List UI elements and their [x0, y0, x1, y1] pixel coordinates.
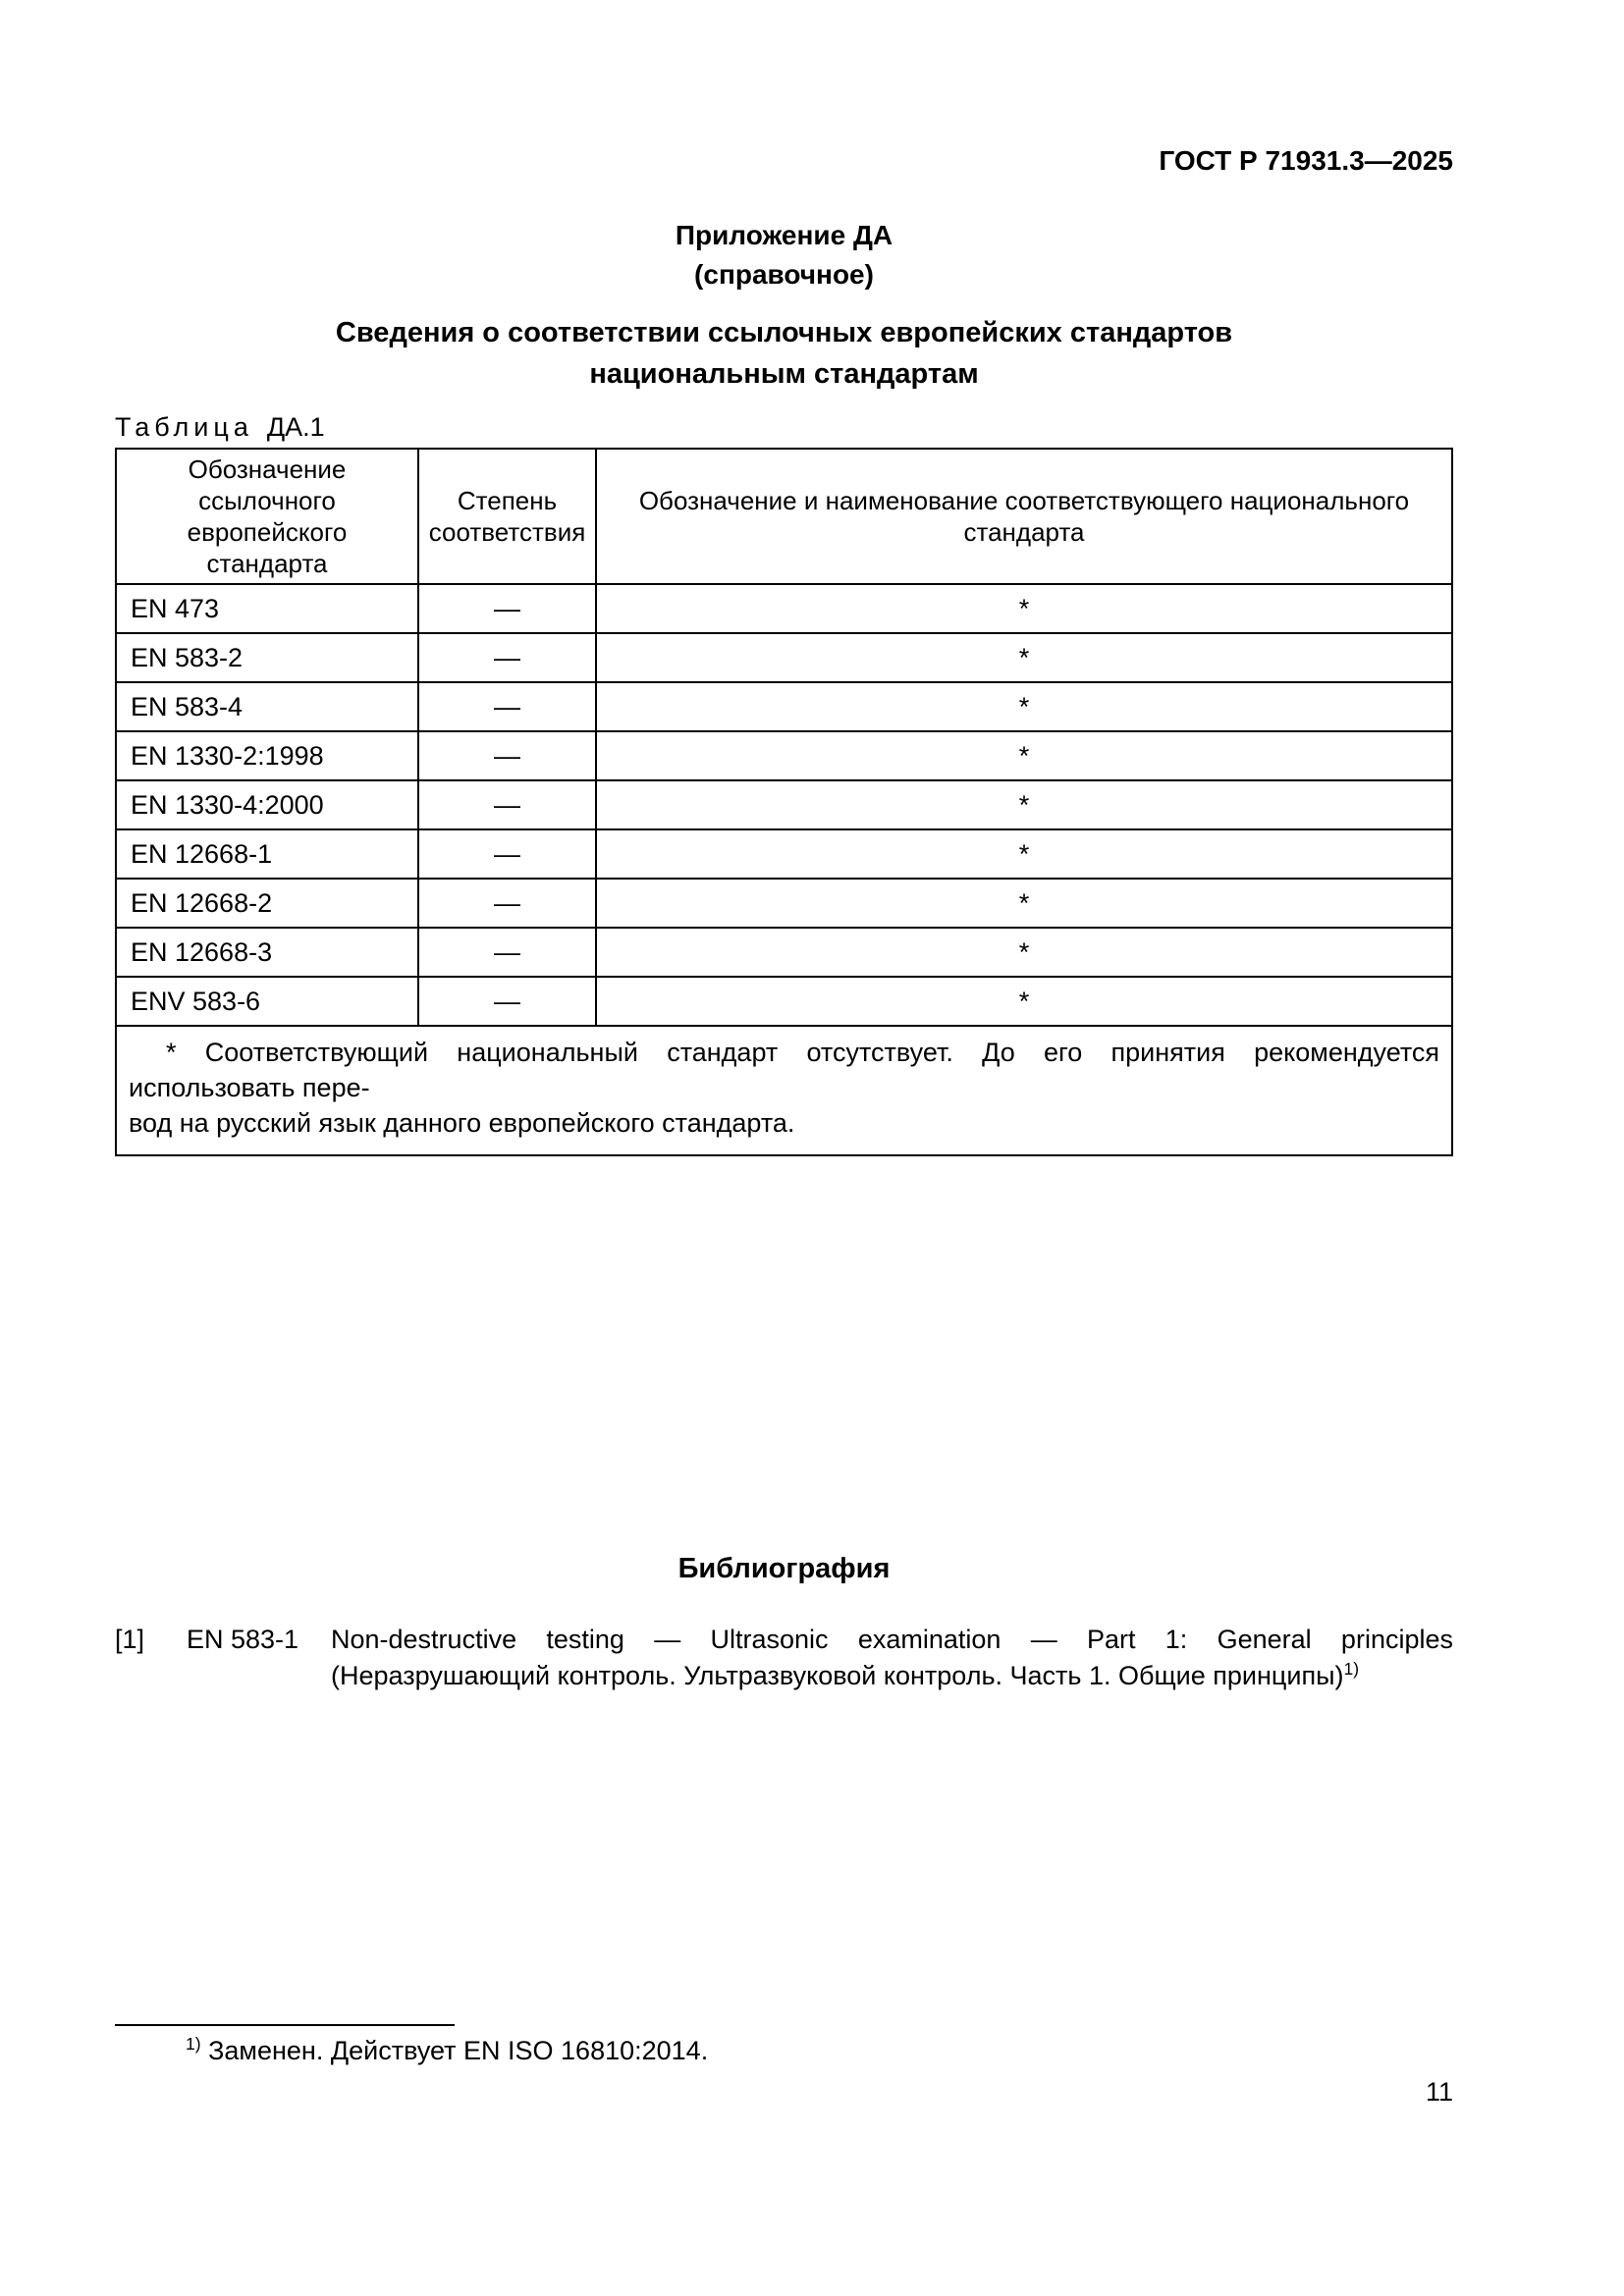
cell-national: * — [596, 829, 1452, 879]
table-row — [116, 633, 1452, 682]
cell-degree: — — [418, 879, 596, 928]
ref-standards-table — [115, 448, 1453, 1156]
footnote-text: Заменен. Действует EN ISO 16810:2014. — [200, 2036, 709, 2065]
table-caption-number: ДА.1 — [266, 412, 325, 442]
header-cell-national: Обозначение и наименование соответствующего национального стандарта — [596, 449, 1452, 584]
cell-degree: — — [418, 633, 596, 682]
table-footnote-row — [116, 1026, 1452, 1155]
table-footnote — [116, 1026, 1452, 1155]
cell-national: * — [596, 879, 1452, 928]
table-row — [116, 584, 1452, 633]
cell-national: * — [596, 584, 1452, 633]
bibliography-entry-text: Non-destructive testing — Ultrasonic examination — Part 1: General principles (Неразрушающий контроль. Ультразвуковой контроль. Часть 1. Общие принципы)$^{1)}$ — [331, 1625, 1453, 1690]
bibliography-entry-ref: [1] — [115, 1625, 145, 1654]
cell-national: * — [596, 682, 1452, 731]
appendix-title-line1: Сведения о соответствии ссылочных европейских стандартов — [335, 317, 1233, 348]
footnote-marker: 1) — [186, 2034, 201, 2054]
cell-national: * — [596, 633, 1452, 682]
cell-degree: — — [418, 584, 596, 633]
cell-standard: EN 473 — [116, 584, 418, 633]
appendix-heading — [115, 216, 1453, 294]
table-header-row — [116, 449, 1452, 584]
cell-national: * — [596, 977, 1452, 1026]
cell-standard: EN 1330-2:1998 — [116, 731, 418, 780]
appendix-title-line2: национальным стандартам — [589, 358, 979, 390]
cell-degree: — — [418, 928, 596, 977]
bibliography-entry-code: EN 583-1 — [187, 1625, 299, 1654]
document-header: ГОСТ Р 71931.3—2025 — [1159, 145, 1453, 176]
table-row — [116, 829, 1452, 879]
appendix-kind: (справочное) — [694, 259, 874, 290]
cell-standard: EN 12668-3 — [116, 928, 418, 977]
bibliography-entry — [115, 1622, 1453, 1694]
bibliography-title: Библиография — [677, 1553, 891, 1584]
appendix-label: Приложение ДА — [675, 220, 893, 250]
cell-national: * — [596, 780, 1452, 829]
table-row — [116, 731, 1452, 780]
table-footnote-line2: вод на русский язык данного европейского стандарта. — [129, 1108, 795, 1138]
table-footnote-line1: * Соответствующий национальный стандарт отсутствует. До его принятия рекомендуется использовать пере- — [129, 1038, 1439, 1102]
cell-standard: EN 12668-1 — [116, 829, 418, 879]
table-row — [116, 682, 1452, 731]
cell-degree: — — [418, 977, 596, 1026]
cell-degree: — — [418, 829, 596, 879]
cell-national: * — [596, 731, 1452, 780]
appendix-title — [115, 312, 1453, 395]
header-cell-degree: Степень соответствия — [418, 449, 596, 584]
cell-degree: — — [418, 682, 596, 731]
cell-national: * — [596, 928, 1452, 977]
cell-degree: — — [418, 780, 596, 829]
table-caption-word: Таблица — [115, 412, 253, 442]
table-caption — [115, 412, 1453, 443]
cell-standard: EN 12668-2 — [116, 879, 418, 928]
bibliography-footnote-ref: 1) — [1343, 1659, 1360, 1679]
cell-standard: EN 1330-4:2000 — [116, 780, 418, 829]
footnote-rule — [115, 2024, 455, 2026]
page-footnote — [115, 2036, 1453, 2066]
cell-standard: ENV 583-6 — [116, 977, 418, 1026]
cell-standard: EN 583-2 — [116, 633, 418, 682]
table-row — [116, 879, 1452, 928]
cell-standard: EN 583-4 — [116, 682, 418, 731]
table-row — [116, 977, 1452, 1026]
cell-degree: — — [418, 731, 596, 780]
table-row — [116, 780, 1452, 829]
header-cell-standard: Обозначение ссылочного европейского стандарта — [116, 449, 418, 584]
page-number: 11 — [1425, 2077, 1453, 2107]
table-row — [116, 928, 1452, 977]
